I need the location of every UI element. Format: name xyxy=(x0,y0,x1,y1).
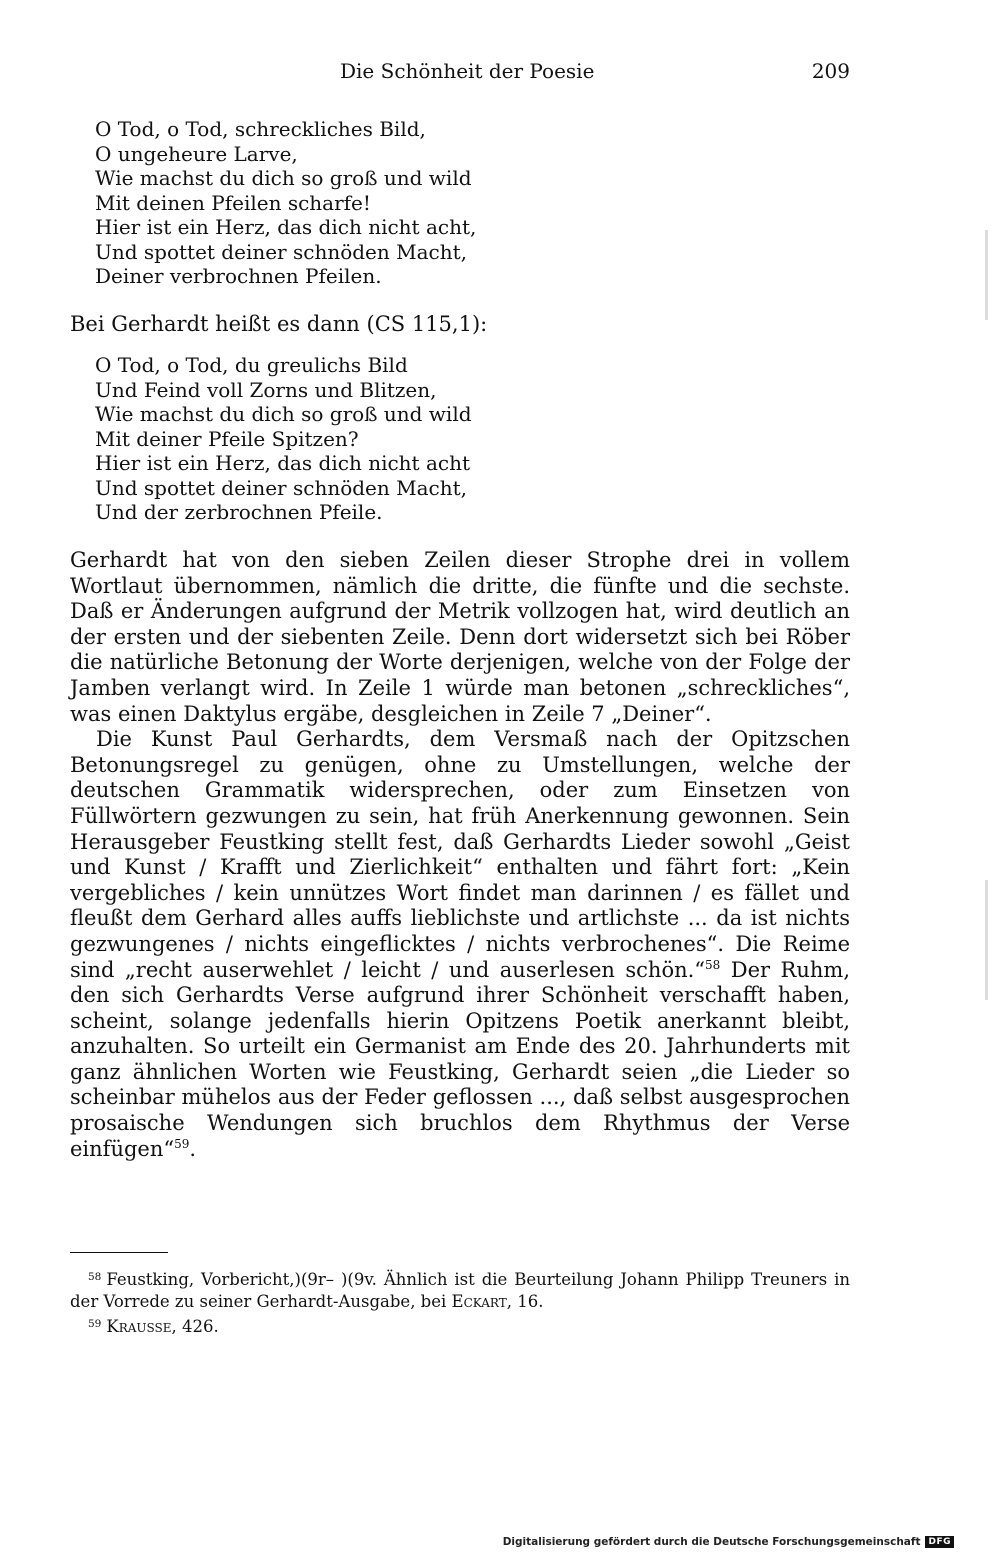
footnote xyxy=(70,1266,850,1313)
poem-line: Mit deinen Pfeilen scharfe! xyxy=(95,190,371,215)
footnote-author: Eckart xyxy=(451,1292,507,1311)
footnote-ref[interactable]: 58 xyxy=(705,957,721,972)
paragraph-text: Der Ruhm, den sich Gerhardts Verse aufgrund ihrer Schönheit verschafft haben, scheint, solange jedenfalls hierin Opitzens Poetik anerkannt bleibt, anzuhalten. So urteilt ein Germanist am Ende des 20. Jahrhunderts mit ganz ähnlichen Worten wie Feustking, Gerhardt seien „die Lieder so scheinbar mühelos aus der Feder geflossen ..., daß selbst ausgesprochen prosaische Wendungen sich bruchlos dem Rhythmus der Verse einfügen“ xyxy=(70,957,851,1161)
poem-roeber xyxy=(95,117,476,289)
digitization-credit xyxy=(503,1536,954,1548)
running-title: Die Schönheit der Poesie xyxy=(340,59,595,83)
poem-gerhardt xyxy=(95,353,472,525)
poem-line: Und Feind voll Zorns und Blitzen, xyxy=(95,377,437,402)
poem-line: Deiner verbrochnen Pfeilen. xyxy=(95,264,382,288)
poem-line: Mit deiner Pfeile Spitzen? xyxy=(95,426,359,451)
footnote-text: , 426. xyxy=(171,1317,219,1336)
paragraph: Gerhardt hat von den sieben Zeilen dieser Strophe drei in vollem Wortlaut übernommen, nämlich die dritte, die fünfte und die sechste. Daß er Änderungen aufgrund der Metrik vollzogen hat, wird deutlich an der ersten und der siebenten Zeile. Denn dort widersetzt sich bei Röber die natürliche Betonung der Worte derjenigen, welche von der Folge der Jamben verlangt wird. In Zeile 1 würde man betonen „schreckliches“, was einen Daktylus ergäbe, desgleichen in Zeile 7 „Deiner“. xyxy=(70,548,850,726)
poem-line: Und spottet deiner schnöden Macht, xyxy=(95,239,468,264)
poem-line: O Tod, o Tod, du greulichs Bild xyxy=(95,353,408,377)
poem-line: O Tod, o Tod, schreckliches Bild, xyxy=(95,117,426,141)
footnotes xyxy=(70,1266,850,1338)
paragraph-text: . xyxy=(189,1136,197,1161)
poem-line: Wie machst du dich so groß und wild xyxy=(95,402,472,426)
footnote-rule xyxy=(70,1252,168,1253)
poem-line: Und spottet deiner schnöden Macht, xyxy=(95,475,468,500)
poem-line: Und der zerbrochnen Pfeile. xyxy=(95,500,383,524)
intro-line: Bei Gerhardt heißt es dann (CS 115,1): xyxy=(70,312,488,336)
footnote-number: 58 xyxy=(88,1271,102,1283)
footnote-number: 59 xyxy=(88,1318,102,1330)
poem-line: Wie machst du dich so groß und wild xyxy=(95,166,472,190)
footnote-ref[interactable]: 59 xyxy=(174,1136,190,1151)
footnote-text: , 16. xyxy=(506,1292,544,1311)
poem-line: O ungeheure Larve, xyxy=(95,141,298,166)
page-number: 209 xyxy=(811,59,850,83)
footnote-text: Feustking, Vorbericht,)(9r– )(9v. Ähnlich ist die Beurteilung Johann Philipp Treuners in der Vorrede zu seiner Gerhardt-Ausgabe, bei xyxy=(70,1270,850,1311)
scan-margin-mark xyxy=(985,230,988,320)
footnote xyxy=(70,1313,850,1338)
poem-line: Hier ist ein Herz, das dich nicht acht, xyxy=(95,215,477,239)
scan-margin-mark xyxy=(985,880,988,1000)
dfg-logo: DFG xyxy=(925,1536,954,1548)
poem-line: Hier ist ein Herz, das dich nicht acht xyxy=(95,451,470,475)
paragraph xyxy=(70,727,850,1162)
body-text xyxy=(70,548,850,1162)
credit-text: Digitalisierung gefördert durch die Deutsche Forschungsgemeinschaft xyxy=(502,1536,921,1548)
paragraph-text: Die Kunst Paul Gerhardts, dem Versmaß nach der Opitzschen Betonungsregel zu genügen, ohne zu Umstellungen, welche der deutschen Grammatik widersprechen, oder zum Einsetzen von Füllwörtern gezwungen zu sein, hat früh Anerkennung gewonnen. Sein Herausgeber Feustking stellt fest, daß Gerhardts Lieder sowohl „Geist und Kunst / Krafft und Zierlichkeit“ enthalten und fährt fort: „Kein vergebliches / kein unnützes Wort findet man darinnen / es fället und fleußt dem Gerhard alles auffs lieblichste und artlichste ... da ist nichts gezwungenes / nichts eingeflicktes / nichts verbrochenes“. Die Reime sind „recht auserwehlet / leicht / und auserlesen schön.“ xyxy=(70,727,850,982)
footnote-author: Krausse xyxy=(106,1317,172,1336)
